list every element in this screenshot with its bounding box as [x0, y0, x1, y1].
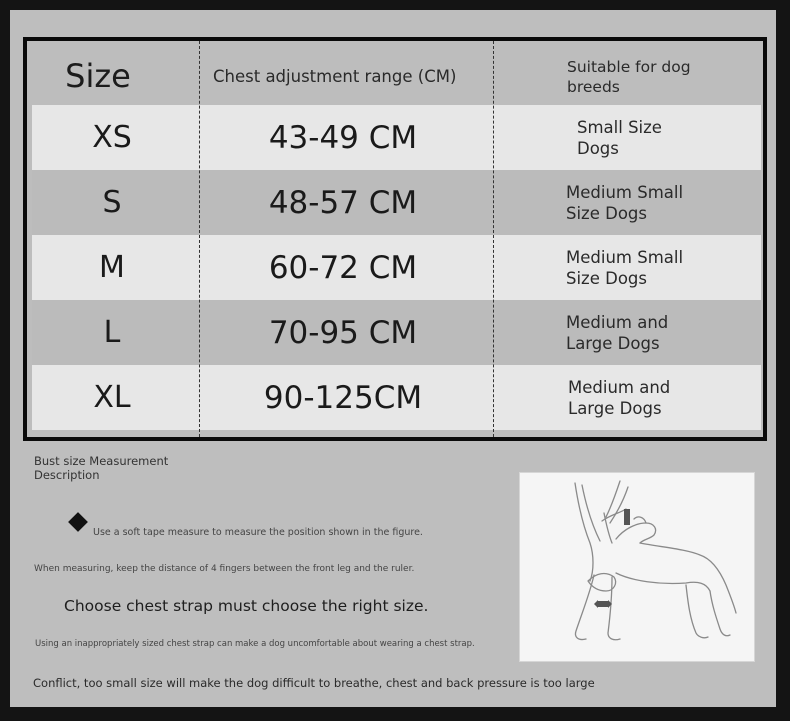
cell-chest: 70-95 CM	[268, 314, 418, 351]
cell-breeds: Medium Small Size Dogs	[566, 182, 684, 223]
cell-breeds: Medium and Large Dogs	[566, 312, 669, 353]
cell-size: L	[103, 315, 121, 350]
diamond-bullet-icon	[68, 512, 88, 532]
column-divider	[493, 41, 494, 437]
table-row	[32, 105, 761, 170]
cell-breeds: Small Size Dogs	[577, 117, 662, 158]
cell-chest: 48-57 CM	[268, 184, 418, 221]
cell-size: XS	[92, 120, 132, 155]
instruction-line-3: Choose chest strap must choose the right size.	[64, 597, 429, 615]
size-table	[23, 37, 767, 441]
instruction-line-1: Use a soft tape measure to measure the position shown in the figure.	[93, 527, 423, 538]
instruction-line-4: Using an inappropriately sized chest strap can make a dog uncomfortable about wearing a chest strap.	[35, 639, 475, 649]
cell-breeds: Medium and Large Dogs	[568, 377, 671, 418]
dog-icon	[520, 473, 754, 661]
table-header	[27, 41, 763, 109]
table-row	[32, 300, 761, 365]
table-row	[32, 170, 761, 235]
table-row	[32, 365, 761, 430]
instruction-line-5: Conflict, too small size will make the dog difficult to breathe, chest and back pressure is too large	[33, 676, 595, 690]
cell-size: XL	[93, 380, 131, 415]
cell-size: S	[102, 185, 122, 220]
table-row	[32, 235, 761, 300]
header-chest-range: Chest adjustment range (CM)	[213, 67, 457, 86]
cell-breeds: Medium Small Size Dogs	[566, 247, 684, 288]
cell-chest: 43-49 CM	[268, 119, 418, 156]
description-title: Bust size Measurement Description	[34, 454, 169, 482]
column-divider	[199, 41, 200, 437]
cell-chest: 90-125CM	[263, 379, 423, 416]
instruction-line-2: When measuring, keep the distance of 4 fingers between the front leg and the ruler.	[34, 564, 415, 574]
cell-chest: 60-72 CM	[268, 249, 418, 286]
header-breeds: Suitable for dog breeds	[567, 57, 705, 107]
dog-measurement-illustration	[519, 472, 755, 662]
header-size: Size	[57, 55, 139, 108]
size-chart-panel	[10, 10, 776, 707]
cell-size: M	[99, 250, 125, 285]
